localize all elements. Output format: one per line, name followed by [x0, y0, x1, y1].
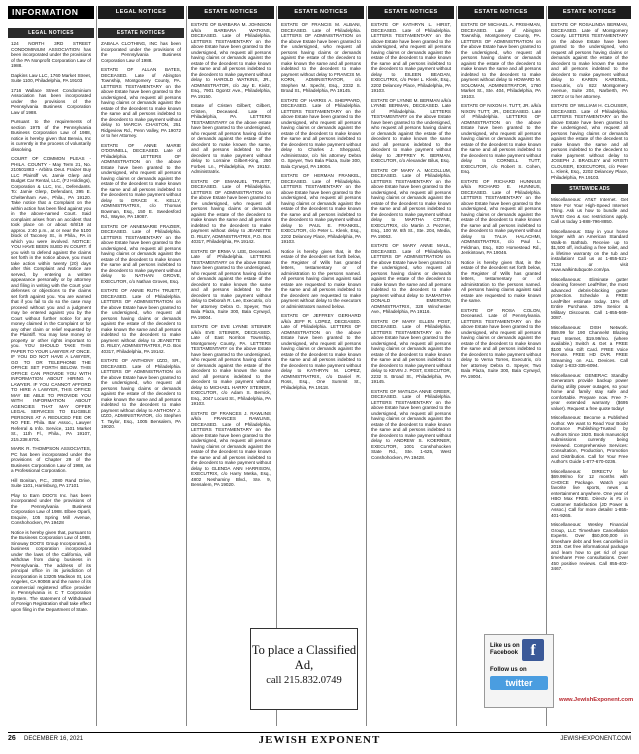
notice: 124 NORTH 3RD STREET CONDOMINIUM ASSOCIATION has been incorporated under the provisions of the PA Nonprofit Corporation Law of 1988.: [11, 41, 91, 68]
social-media-ad: [484, 634, 554, 708]
facebook-icon: f: [522, 639, 544, 661]
notice: ESTATE OF RICHARD HUNNIUS a/k/a RICHARD E. HUNNIUS, DECEASED. Late of Philadelphia. LETTERS TESTAMENTARY on the above Estate have been granted to the undersigned, who request all persons having claims or demands against the estate of the decedent to make known the same and all persons indebted to the decedent to make payment without delay to TALIA HALACHMI, ADMINISTRATRIX, c/o Paul L. Feldman, Esq., 820 Homestead Rd., Jenkintown, PA 19046.: [461, 178, 541, 255]
notice: ESTATE OF MARY A. McCOLLUM, DECEASED. Late of Philadelphia. LETTERS TESTAMENTARY on the above Estate have been granted to the undersigned, who request all persons having claims or demands against the estate of the decedent to make known the same and all persons indebted to the decedent to make payment without delay to MARTHA COYNE, EXECUTRIX, c/o Martin J. Pezzner, Esq., 100 W. 6th St., Ste. 204, Media, PA 19063.: [371, 167, 451, 239]
statewide-ad: Miscellaneous: Eliminate gutter cleaning forever! LeafFilter, the most advanced debris-blocking gutter protection. Schedule a FREE LeafFilter estimate today. 15% off Entire Purchase. 10% Senior & Military Discounts. Call 1-855-569-3087.: [551, 276, 628, 320]
estate-notices-header: ESTATE NOTICES: [278, 6, 364, 19]
notice: Play to Earn DOO'S Inc. has been incorporated under the provisions of the Pennsylvania Business Corporation Law of 1988. Elbee Oparli, Esquire, 105 Spring Mill Avenue, Conshohocken, PA 19428: [11, 492, 91, 525]
notice: ESTATE OF NIXON H. TUTT, JR. a/k/a NIXON TUTT, JR., DECEASED. Late of Philadelphia. LETTERS OF ADMINISTRATION on the above Estate have been granted to the undersigned, who request all persons having claims or demands against the estate of the decedent to make known the same and all persons indebted to the decedent to make payment without delay to CORNELL TUTT, EXECUTOR, c/o Robert S. Cohen, Esq.: [461, 103, 541, 174]
column-estate-4: [368, 6, 454, 728]
column-divider: [366, 6, 367, 726]
column-body: [368, 19, 454, 460]
page-number: 26: [8, 735, 16, 742]
column-legal-notices: [8, 6, 94, 728]
page-footer: [8, 732, 631, 746]
statewide-ad: Miscellaneous: Become a Published Author. We want to Read Your Book! Dorrance Publishing-Trusted by Authors Since 1920. Book manuscript submissions currently being reviewed. Comprehensive Services: Consultation, Production, Promotion and Distribution. Call for Your Free Author's Guide 1-877-670-0236.: [551, 415, 628, 464]
notice: ESTATE OF MATILDA ANNE GREER, DECEASED. Late of Philadelphia. LETTERS TESTAMENTARY on the above Estate have been granted to the undersigned, who request all persons having claims or demands against the estate of the decedent to make known the same and all persons indebted to the decedent to make payment without delay to ANDREW S. KOERNER, EXECUTOR, 1001 Conshohocken State Rd., Ste. 1-625, West Conshohocken, PA 19428.: [371, 388, 451, 460]
column-body: [458, 19, 544, 379]
notice: ESTATE OF ANNIE RUTH TRUETT, DECEASED. Late of Philadelphia. LETTERS OF ADMINISTRATION on the above Estate have been granted to the undersigned, who request all persons having claims or demands against the estate of the decedent to make known the same and all persons indebted to the decedent to make payment without delay to JEANETTE D. RILEY, ADMINISTRATRIX, P.O. Box 40317, Philadelphia, PA 19142.: [101, 288, 181, 354]
statewide-ad: Miscellaneous: AT&T Internet. Get More For Your High-Speed Internet Thing. Ask us how to bundle and SAVE! Geo & svc restrictions apply. Call us today 1-888-796-8850.: [551, 197, 628, 224]
column-estate-statewide: [548, 6, 631, 728]
column-divider: [276, 6, 277, 726]
notice: ZABALA CLOTHING, INC has been incorporated under the provisions of the Pennsylvania Business Corporation Law of 1988.: [101, 41, 181, 63]
column-body: [8, 38, 94, 612]
statewide-ad: Miscellaneous: Wesley Financial Group, LLC Timeshare Cancellation Experts. Over $50,000,000 in timeshare debt and fees cancelled in 2019. Get free informational package and learn how to get rid of your timeshare! Free consultations. Over 450 positive reviews. Call 855-402-3467.: [551, 522, 628, 571]
notice: Pursuant to the requirements of section 1975 of the Pennsylvania Business Corporation Law of 1988, notice is hereby given that Benvia, Inc is currently in the process of voluntarily dissolving.: [11, 119, 91, 152]
notice: Notice is hereby given that, pursuant to the Business Corporation Law of 1988, Sinoway DOO'S Group Incorporated, a business corporation incorporated under the laws of the California, will withdraw from doing business in Pennsylvania. The address of its principal office in its jurisdiction of incorporation is 13205 Madison St, Los Angeles, CA 90068 and the name of its commercial registered office provider in Pennsylvania is C T Corporation System. The statement of Withdrawal of Foreign Registration shall take effect upon filing in the Department of State.: [11, 529, 91, 612]
estate-notices-subheader: ESTATE NOTICES: [98, 28, 184, 38]
estate-notices-header: ESTATE NOTICES: [548, 6, 631, 19]
column-body: [188, 19, 274, 488]
notice: MARK R. THOMPSON ASSOCIATES, PC has been incorporated under the provisions of Chapter 29 of the Business Corporation Law of 1988, as a Professional Corporation.: [11, 446, 91, 473]
column-body: [278, 19, 364, 390]
notice: ESTATE OF ANNE MARIE O'DONNELL, DECEASED. Late of Philadelphia. LETTERS OF ADMINISTRATION on the above Estate have been granted to the undersigned, who request all persons having claims or demands against the estate of the decedent to make known the same and all persons indebted to the decedent to make payment without delay to GRACE K. KELLY, ADMINISTRATRIX, c/o Thomas Bowman, Esq., 150 E. Swedesford Rd., Wayne, PA 19087.: [101, 142, 181, 219]
column-divider: [546, 6, 547, 726]
estate-notices-header: ESTATE NOTICES: [188, 6, 274, 19]
notice: ESTATE OF HERMAN FRANKEL, DECEASED. Late of Philadelphia. LETTERS TESTAMENTARY on the above Estate have been granted to the undersigned, who request all persons having claims or demands against the estate of the decedent to make known the same and all persons indebted to the decedent to make payment without delay to PAUL E. FRANKEL, EXECUTOR, c/o Peter L. Klenk, Esq., 2202 Delancey Place, Philadelphia, PA 19103.: [281, 173, 361, 244]
statewide-ad: Miscellaneous: Stay in your home longer with an American Standard Walk-In Bathtub. Receive up to $1,500 off, including a free toilet, and a lifetime warranty on the tub and installation! Call us at 1-855-521-7134 or visit www.walkintubquote.com/pa.: [551, 228, 628, 272]
legal-notices-header: LEGAL NOTICES: [98, 6, 184, 19]
notice: COURT OF COMMON PLEAS - PHILA. COUNTY - May Term 21, No. 210501883 - Arbitra Deut. Fraizer Buy LLC Plaintiff vs. Jamie Glerp and Budget Car Rental, LLC, (FJ Holdings), Corporation & LLC, Inc., Defendants. To: Jamie Glerp, Defendant, 395 E. Cheltenham Ave., Phila., PA 19120. Take notice that a Complaint on the within action has been filed against you in the above-named Court. Said complaint arises from an accident that took place on or about 6/8/19 at approx. 2:40 p.m., at or near the 5100 block of Taconey St., in Phila., PA in which you were involved. NOTICE: YOU HAVE BEEN SUED IN COURT. If you wish to defend against the claims set forth in the notice above, you must take action within twenty (20) days after this Complaint and Notice are served, by entering a written appearance personally or by attorney and filing in writing with the Court your defenses or objections to the claims set forth against you. You are warned that if you fail to do so the case may proceed without you and a judgment may be entered against you by the Court without further notice for any money claimed in the Complaint or for any other claim or relief requested by the Plaintiff. You may lose money or property or other rights important to you. YOU SHOULD TAKE THIS PAPER TO YOUR LAWYER AT ONCE. IF YOU DO NOT HAVE A LAWYER, GO TO OR TELEPHONE THE OFFICE SET FORTH BELOW. THIS OFFICE CAN PROVIDE YOU WITH INFORMATION ABOUT HIRING A LAWYER. IF YOU CANNOT AFFORD TO HIRE A LAWYER, THIS OFFICE MAY BE ABLE TO PROVIDE YOU WITH INFORMATION ABOUT AGENCIES THAT MAY OFFER LEGAL SERVICES TO ELIGIBLE PERSONS AT A REDUCED FEE OR NO FEE. Phila. Bar Assoc., Lawyer Referral & Info. Service, 1101 Market St., 11th Fl., Phila., PA 19107, 215.238.6701.: [11, 156, 91, 442]
twitter-icon: twitter: [490, 676, 548, 690]
statewide-ad: Miscellaneous: GENERAC Standby Generators provide backup power during utility power outages, so your home and family stay safe and comfortable. Prepare now. Free 7-year extended warranty ($695 value!). Request a free quote today!: [551, 372, 628, 411]
masthead: JEWISH EXPONENT: [258, 734, 381, 746]
notice: ESTATE OF BARBARA M. JOHNSON a/k/a BARBARA WATKINS, DECEASED. Late of Philadelphia. LETTERS TESTAMENTARY on the above Estate have been granted to the undersigned, who request all persons having claims or demands against the estate of the decedent to make known the same and all persons indebted to the decedent to make payment without delay to HAROLD WATKINS, JR., ADMINISTRATOR, c/o Jay E. Kivitz, Esq., 7901 Ogontz Ave., Philadelphia, PA 19150.: [191, 22, 271, 99]
notice: ESTATE OF WILLIAM H. CLOUSER, DECEASED. Late of Philadelphia. LETTERS TESTAMENTARY on the above Estate have been granted to the undersigned, who request all persons having claims or demands against the estate of the decedent to make known the same and all persons indebted to the decedent to make payment without delay to JOSEPH J. BRADLEY and KRISTI CLOUSER, EXECUTORS, c/o Peter L. Klenk, Esq., 2202 Delancey Place, Philadelphia, PA 19103.: [551, 103, 628, 180]
notice: ESTATE OF EVE LYNNE STEINER a/k/a EVE STEINER, DECEASED. Late of East Norriton Township, Montgomery County, PA. LETTERS TESTAMENTARY on the above Estate have been granted to the undersigned, who request all persons having claims or demands against the estate of the decedent to make known the same and all persons indebted to the decedent to make payment without delay to MICHAEL HARRY STEINER, EXECUTOR, c/o Adam S. Bernick, Esq., 2047 Locust St., Philadelphia, PA 19103.: [191, 324, 271, 406]
estate-notices-header: ESTATE NOTICES: [368, 6, 454, 19]
newspaper-page: [8, 6, 634, 748]
notice: ESTATE OF HARRIS A. SHEPPARD, DECEASED. Late of Philadelphia. LETTERS TESTAMENTARY on the above Estate have been granted to the undersigned, who request all persons having claims or demands against the estate of the decedent to make known the same and all persons indebted to the decedent to make payment without delay to Charles J. Sheppard, Administrator, c/o his attorney Debra G. Speyer, Two Bala Plaza, Suite 300, Bala Cynwyd, PA 19004.: [281, 97, 361, 169]
notice: Notice is hereby given that, in the estate of the decedent set forth below, the Register of Wills has granted letters, testamentary or of administration to the persons named. All persons having claims against said estate are requested to make known the same and all persons indebted to the decedent are requested to make payment without delay to the executors or administrators named below.: [281, 248, 361, 309]
column-estate-5: [458, 6, 544, 728]
classified-ad-box: [250, 628, 358, 710]
notice: 1716 Wallace Street Condominium Association has been incorporated under the provisions of the Pennsylvania Business Corporation Law of 1988.: [11, 87, 91, 115]
website-link[interactable]: www.JewishExponent.com: [559, 694, 631, 706]
statewide-ad: Miscellaneous: DIRECTV for $69.99/mo for 12 months with CHOICE Package. Watch your favorite live sports, news & entertainment anywhere. One year of HBO Max FREE. Directv is #1 in Customer Satisfaction (JD Power & Assoc.) Call for more details! 1-855-401-9265.: [551, 468, 628, 518]
column-body: [98, 38, 184, 430]
column-divider: [186, 6, 187, 726]
notice: ESTATE OF KATHRYN L. HIRST, DECEASED. Late of Philadelphia. LETTERS TESTAMENTARY on the above Estate have been granted to the undersigned, who request all persons having claims or demands against the estate of the decedent to make known the same and all persons indebted to the decedent to make payment without delay to EILEEN BEADAN, EXECUTRIX, c/o Peter L. Klenk, Esq., 2202 Delancey Place, Philadelphia, PA 19103.: [371, 22, 451, 93]
classified-ad-line1: To place a Classified Ad,: [251, 643, 357, 672]
legal-notices-subheader: LEGAL NOTICES: [8, 28, 94, 38]
notice: Dapkins Law LLC, 1760 Market Street, Suite 1100, Philadelphia, PA 19103: [11, 72, 91, 83]
classified-ad-phone: call 215.832.0749: [266, 675, 342, 686]
notice: ESTATE OF ROSA COLON, Deceased. Late of Pennsylvania. LETTERS TESTAMENTARY on the above Estate have been granted to the undersigned, who request all persons having claims or demands against the estate of the decedent to make known the same and all persons indebted to the decedent to make payment without delay to Verna Torres, Executrix, c/o her attorney Debra G. Speyer, Two Bala Plaza, Suite 300, Bala Cynwyd, PA 19004.: [461, 307, 541, 379]
notice: ESTATE OF MARY ANNE MAUL, DECEASED. Late of Philadelphia. LETTERS OF ADMINISTRATION on the above Estate have been granted to the undersigned, who request all persons having claims or demands against the estate of the decedent to make known the same and all persons indebted to the decedent to make payment without delay to SAMANTHA DONALD EMERSON, ADMINISTRATRIX, 328 Winchester Ave., Philadelphia, PA 19116.: [371, 243, 451, 314]
notice: Notice is hereby given that, in the estate of the decedent set forth below, the Register of Wills has granted letters, testamentary or of administration to the persons named. All persons having claims against said estate are requested to make known the same.: [461, 259, 541, 303]
notice: ESTATE OF MICHAEL A. FRISHMAN, DECEASED. Late of Abington Township, Montgomery County, PA. LETTERS OF ADMINISTRATION on the above Estate have been granted to the undersigned, who request all persons having claims or demands against the estate of the decedent to make known the same and all persons indebted to the decedent to make payment without delay to HOWARD M. SOLOMAN, ADMINISTRATOR, 1760 Market St., Ste. 404, Philadelphia, PA 19103.: [461, 22, 541, 99]
notice: ESTATE OF ROSALINDA BERMAN, DECEASED. Late of Montgomery County. LETTERS TESTAMENTARY on the above Estate have been granted to the undersigned, who request all persons having claims or demands against the estate of the decedent to make known the same and all persons indebted to the decedent to make payment without delay to KAREN KARENSL, Executrix, c/o 822 Montgomery Avenue, Suite 204, Narberth, PA 19072 or to her attorney.: [551, 22, 628, 99]
column-estate-3: [278, 6, 364, 728]
notice: ESTATE OF ANNEMARIE FRAZIER, DECEASED. Late of Philadelphia. LETTERS TESTAMENTARY on the above Estate have been granted to the undersigned, who request all persons having claims or demands against the estate of the decedent to make known the same and all persons indebted to the decedent to make payment without delay to NATHAN GROVE, EXECUTOR, c/o Nathan Groves, Esq.: [101, 223, 181, 284]
notice: ESTATE OF ANTHONY IZZO, SR., DECEASED. Late of Philadelphia. LETTERS OF ADMINISTRATION on the above Estate have been granted to the undersigned, who request all persons having claims or demands against the estate of the decedent to make known the same and all persons indebted to the decedent to make payment without delay to ANTHONY J. IZZO, ADMINISTRATOR, c/o Stephen T. Taylor, Esq., 1005 Bensalem, PA 19020.: [101, 358, 181, 429]
column-divider: [456, 6, 457, 726]
notice: ESTATE OF LYNNE M. BERMAN a/k/a LYNNE BERMAN, DECEASED. Late of Philadelphia. LETTERS TESTAMENTARY on the above Estate have been granted to the undersigned, who request all persons having claims or demands against the estate of the decedent to make known the same and all persons indebted to the decedent to make payment without delay to JEFFREY R. BERMAN, EXECUTOR, c/o Alexander Bilus, Esq.: [371, 97, 451, 163]
notice: Estate of Cristen Gilbert; Gilbert, Cristen, Deceased. Late of Philadelphia, PA. LETTERS TESTAMENTARY on the above estate have been granted to the undersigned, who request all persons having claims or demands against the estate of the decedent to make known the same, and all persons indebted to the decedent to make payment without delay to Lorraine Gilbert-King, 250 Forbes Ln., Philadelphia, PA 19152. Administratrix.: [191, 103, 271, 174]
column-estate-1: [98, 6, 184, 728]
notice: ESTATE OF ALLAN BATES, DECEASED. Late of Abington Township, Montgomery County, PA. LETTERS TESTAMENTARY on the above Estate have been granted to the undersigned, who request all persons having claims or demands against the estate of the decedent to make known the same and all persons indebted to the decedent to make payment without delay to MARCIA CHASTON, 251 Ridgeview Rd., Penn Valley, PA 19072 or to her Attorney.: [101, 67, 181, 138]
twitter-label: Follow us on: [490, 667, 527, 673]
issue-date: DECEMBER 16, 2021: [24, 736, 84, 742]
notice: ESTATE OF FRANCIS M. ALBANI, DECEASED. Late of Philadelphia. LETTERS OF ADMINISTRATION on the above Estate have been granted to the undersigned, who request all persons having claims or demands against the estate of the decedent to make known the same and all persons indebted to the decedent to make payment without delay to FRANCIS M. KORN, ADMINISTRATOR, c/o Stephen M. Specht, Esq., 2332 S. Broad St., Philadelphia, PA 19145.: [281, 22, 361, 93]
facebook-label: Like us on Facebook: [490, 643, 520, 656]
statewide-ad: Miscellaneous: DISH Network. $59.99 for 190 Channels! Blazing Fast Internet, $19.99/mo. (where available.) Switch & Get a FREE $100 Visa Gift Card. FREE Voice Remote. FREE HD DVR. FREE Streaming on ALL Devices. Call today! 1-833-335-6094.: [551, 324, 628, 368]
column-estate-2: [188, 6, 274, 728]
notice: ESTATE OF EMANUEL TRUETT, DECEASED. Late of Philadelphia. LETTERS OF ADMINISTRATION on the above Estate have been granted to the undersigned, who request all persons having claims or demands against the estate of the decedent to make known the same and all persons indebted to the decedent to make payment without delay to JEANETTE D. RILEY, ADMINISTRATRIX, P.O. Box 40317, Philadelphia, PA 19142.: [191, 178, 271, 244]
column-body: [548, 19, 631, 572]
notice: ESTATE OF JEFFREY GERHARD a/k/a JEFF R. LOPEZ, DECEASED. Late of Philadelphia. LETTERS OF ADMINISTRATION on the above Estate have been granted to the undersigned, who request all persons having claims or demands against the estate of the decedent to make known the same and all persons indebted to the decedent to make payment without delay to KATHRYN M. LOPEZ, ADMINISTRATRIX, c/o Daniel R. Ross, Esq., One Summit St., Philadelphia, PA 19118.: [281, 313, 361, 390]
notice: ESTATE OF FRANCES J. RAWLINS a/k/a FRANCES RAWLINS, DECEASED. Late of Philadelphia. LETTERS TESTAMENTARY on the above Estate have been granted to the undersigned, who request all persons having claims or demands against the estate of the decedent to make known the same and all persons indebted to the decedent to make payment without delay to GLENDA ANN HARRISON, EXECUTRIX, c/o Harry Metka, Esq., 4802 Neshaminy Blvd., Ste. 9, Bensalem, PA 19020.: [191, 410, 271, 487]
estate-notices-header: ESTATE NOTICES: [458, 6, 544, 19]
information-header: INFORMATION: [8, 6, 94, 19]
notice: ESTATE OF MARY ELLEN POST, DECEASED. Late of Philadelphia. LETTERS TESTAMENTARY on the above Estate have been granted to the undersigned, who request all persons having claims or demands against the estate of the decedent to make known the same and all persons indebted to the decedent to make payment without delay to KEVIN J. POST, EXECUTOR, 2232 S. Broad St., Philadelphia, PA 19145.: [371, 318, 451, 384]
statewide-ads-header: STATEWIDE ADS: [551, 184, 628, 194]
footer-website: JEWISHEXPONENT.COM: [560, 736, 631, 742]
column-divider: [96, 6, 97, 726]
notice: Hill Bonitan, P.C., 2080 Rand Drive, Suite 1101, Harrisburg, PA 17101: [11, 477, 91, 488]
notice: ESTATE OF ERMA V. LEE, Deceased. Late of Philadelphia. LETTERS TESTAMENTARY on the above Estate have been granted to the undersigned, who request all persons having claims or demands against the estate of the decedent to make known the same and all persons indebted to the decedent to make payment without delay to Deborah R. Lee, Executrix, c/o her attorney Debra G. Speyer, Two Bala Plaza, Suite 300, Bala Cynwyd, PA 19004.: [191, 248, 271, 320]
facebook-row: [490, 639, 548, 661]
